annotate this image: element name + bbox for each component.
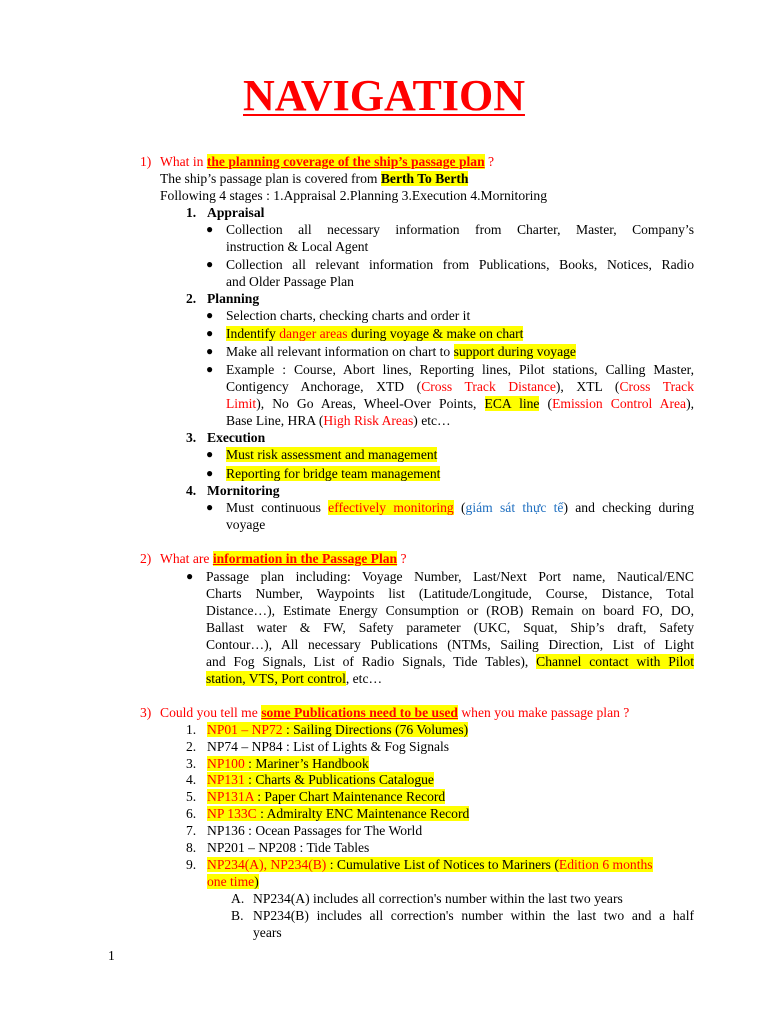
s2-b1: Selection charts, checking charts and order it — [226, 308, 471, 323]
page-number: 1 — [108, 948, 115, 963]
s2-b4-l4: Base Line, HRA (High Risk Areas) etc… — [226, 413, 451, 428]
pub-code: NP201 – NP208 — [207, 839, 297, 855]
s4-b1-l2: voyage — [226, 517, 266, 532]
sub-a-letter: A. — [231, 891, 245, 906]
s1-b1-l2: instruction & Local Agent — [226, 239, 369, 254]
pub-desc: Mariner’s Handbook — [255, 755, 369, 771]
s1-b1-l1: Collection all necessary information from Charter, Master, Company’s — [226, 222, 694, 237]
q2-l7: station, VTS, Port control, etc… — [206, 671, 383, 686]
q3-question: Could you tell me some Publications need to be used when you make passage plan ? — [160, 705, 630, 720]
pub-item: NP01 – NP72 : Sailing Directions (76 Volumes) — [207, 722, 469, 737]
pub-item-number: 8. — [186, 839, 197, 855]
bullet-icon: ● — [206, 466, 214, 480]
q1-question: What in the planning coverage of the ship’s passage plan ? — [160, 154, 495, 169]
pub-code: NP01 – NP72 — [207, 722, 283, 737]
s2-b4-l1: Example : Course, Abort lines, Reporting lines, Pilot stations, Calling Master, — [226, 362, 694, 377]
sub-b-text-l1: NP234(B) includes all correction's number within the last two and a half — [253, 908, 694, 923]
q2-l2: Charts Number, Waypoints list (Latitude/Longitude, Course, Distance, Total — [206, 586, 694, 601]
sub-b-letter: B. — [231, 908, 244, 923]
pub-item: NP131A : Paper Chart Maintenance Record — [207, 789, 446, 805]
pub-item-number: 7. — [186, 822, 197, 838]
s1-b2-l2: and Older Passage Plan — [226, 274, 354, 289]
pub-item: NP136 : Ocean Passages for The World — [207, 822, 423, 838]
pub-desc: Paper Chart Maintenance Record — [264, 789, 446, 805]
pub-item: NP131 : Charts & Publications Catalogue — [207, 772, 434, 788]
pub-item: NP100 : Mariner’s Handbook — [207, 755, 369, 771]
bullet-icon: ● — [186, 569, 194, 583]
q2-number: 2) — [140, 551, 152, 566]
stage-1-title: Appraisal — [207, 205, 265, 220]
q1-answer-line1: The ship’s passage plan is covered from Berth To Berth — [160, 171, 469, 186]
s4-b1-l1: Must continuous effectively monitoring (giám sát thực tế) and checking during — [226, 500, 694, 515]
q1-answer-line2: Following 4 stages : 1.Appraisal 2.Planning 3.Execution 4.Mornitoring — [160, 188, 548, 203]
bullet-icon: ● — [206, 326, 214, 340]
pub-desc: List of Lights & Fog Signals — [293, 738, 450, 754]
pub-item-9-number: 9. — [186, 857, 197, 872]
q2-l1: Passage plan including: Voyage Number, Last/Next Port name, Nautical/ENC — [206, 569, 694, 584]
pub-item-number: 4. — [186, 772, 197, 788]
pub-code: NP131 — [207, 772, 245, 788]
bullet-icon: ● — [206, 308, 214, 322]
stage-3-title: Execution — [207, 430, 266, 445]
q2-l5: Contour…), All necessary Publications (NTMs, Sailing Direction, List of Light — [206, 637, 694, 652]
q3-number: 3) — [140, 705, 152, 720]
pub-code: NP131A — [207, 789, 254, 805]
bullet-icon: ● — [206, 222, 214, 236]
s3-b1: Must risk assessment and management — [226, 447, 438, 462]
q2-l4: Ballast water & FW, Safety parameter (UKC, Squat, Ship’s draft, Safety — [206, 620, 694, 635]
stage-3-number: 3. — [186, 430, 197, 445]
pub-item-number: 1. — [186, 722, 197, 737]
bullet-icon: ● — [206, 257, 214, 271]
pub-item-number: 3. — [186, 755, 197, 771]
q2-l6: and Fog Signals, List of Radio Signals, Tide Tables), Channel contact with Pilot — [206, 654, 694, 669]
bullet-icon: ● — [206, 362, 214, 376]
q2-question: What are information in the Passage Plan ? — [160, 551, 407, 566]
bullet-icon: ● — [206, 344, 214, 358]
stage-1-number: 1. — [186, 205, 197, 220]
s2-b4-l3: Limit), No Go Areas, Wheel-Over Points, ECA line (Emission Control Area), — [226, 396, 694, 411]
pub-code: NP 133C — [207, 806, 257, 821]
pub-item: NP 133C : Admiralty ENC Maintenance Record — [207, 806, 470, 821]
pub-item: NP201 – NP208 : Tide Tables — [207, 839, 370, 855]
s1-b2-l1: Collection all relevant information from Publications, Books, Notices, Radio — [226, 257, 694, 272]
sub-b-text-l2: years — [253, 925, 282, 940]
stage-4-number: 4. — [186, 483, 197, 498]
bullet-icon: ● — [206, 500, 214, 514]
stage-2-title: Planning — [207, 291, 260, 306]
pub-code: NP74 – NP84 — [207, 738, 283, 754]
stage-2-number: 2. — [186, 291, 197, 306]
s2-b3: Make all relevant information on chart to support during voyage — [226, 344, 576, 359]
pub-item-number: 6. — [186, 806, 197, 821]
s3-b2: Reporting for bridge team management — [226, 466, 441, 481]
pub-code: NP136 — [207, 822, 245, 838]
pub-item-9: NP234(A), NP234(B) : Cumulative List of Notices to Mariners (Edition 6 months — [207, 857, 653, 872]
pub-item-number: 2. — [186, 738, 197, 754]
stage-4-title: Mornitoring — [207, 483, 280, 498]
q1-number: 1) — [140, 154, 152, 169]
s2-b2: Indentify danger areas during voyage & make on chart — [226, 326, 524, 341]
s2-b4-l2: Contigency Anchorage, XTD (Cross Track Distance), XTL (Cross Track — [226, 379, 694, 394]
pub-desc: Sailing Directions (76 Volumes) — [293, 722, 469, 737]
pub-desc: Admiralty ENC Maintenance Record — [266, 806, 470, 821]
sub-a-text: NP234(A) includes all correction's number within the last two years — [253, 891, 623, 906]
pub-code: NP100 — [207, 755, 245, 771]
page-title: NAVIGATION — [243, 71, 525, 120]
pub-item-number: 5. — [186, 789, 197, 805]
pub-desc: Charts & Publications Catalogue — [255, 772, 434, 788]
pub-item-9-line2: one time) — [207, 874, 259, 889]
bullet-icon: ● — [206, 447, 214, 461]
pub-desc: Ocean Passages for The World — [255, 822, 423, 838]
pub-desc: Tide Tables — [306, 839, 370, 855]
q2-l3: Distance…), Estimate Energy Consumption or (ROB) Remain on board FO, DO, — [206, 603, 694, 618]
pub-item: NP74 – NP84 : List of Lights & Fog Signals — [207, 738, 450, 754]
